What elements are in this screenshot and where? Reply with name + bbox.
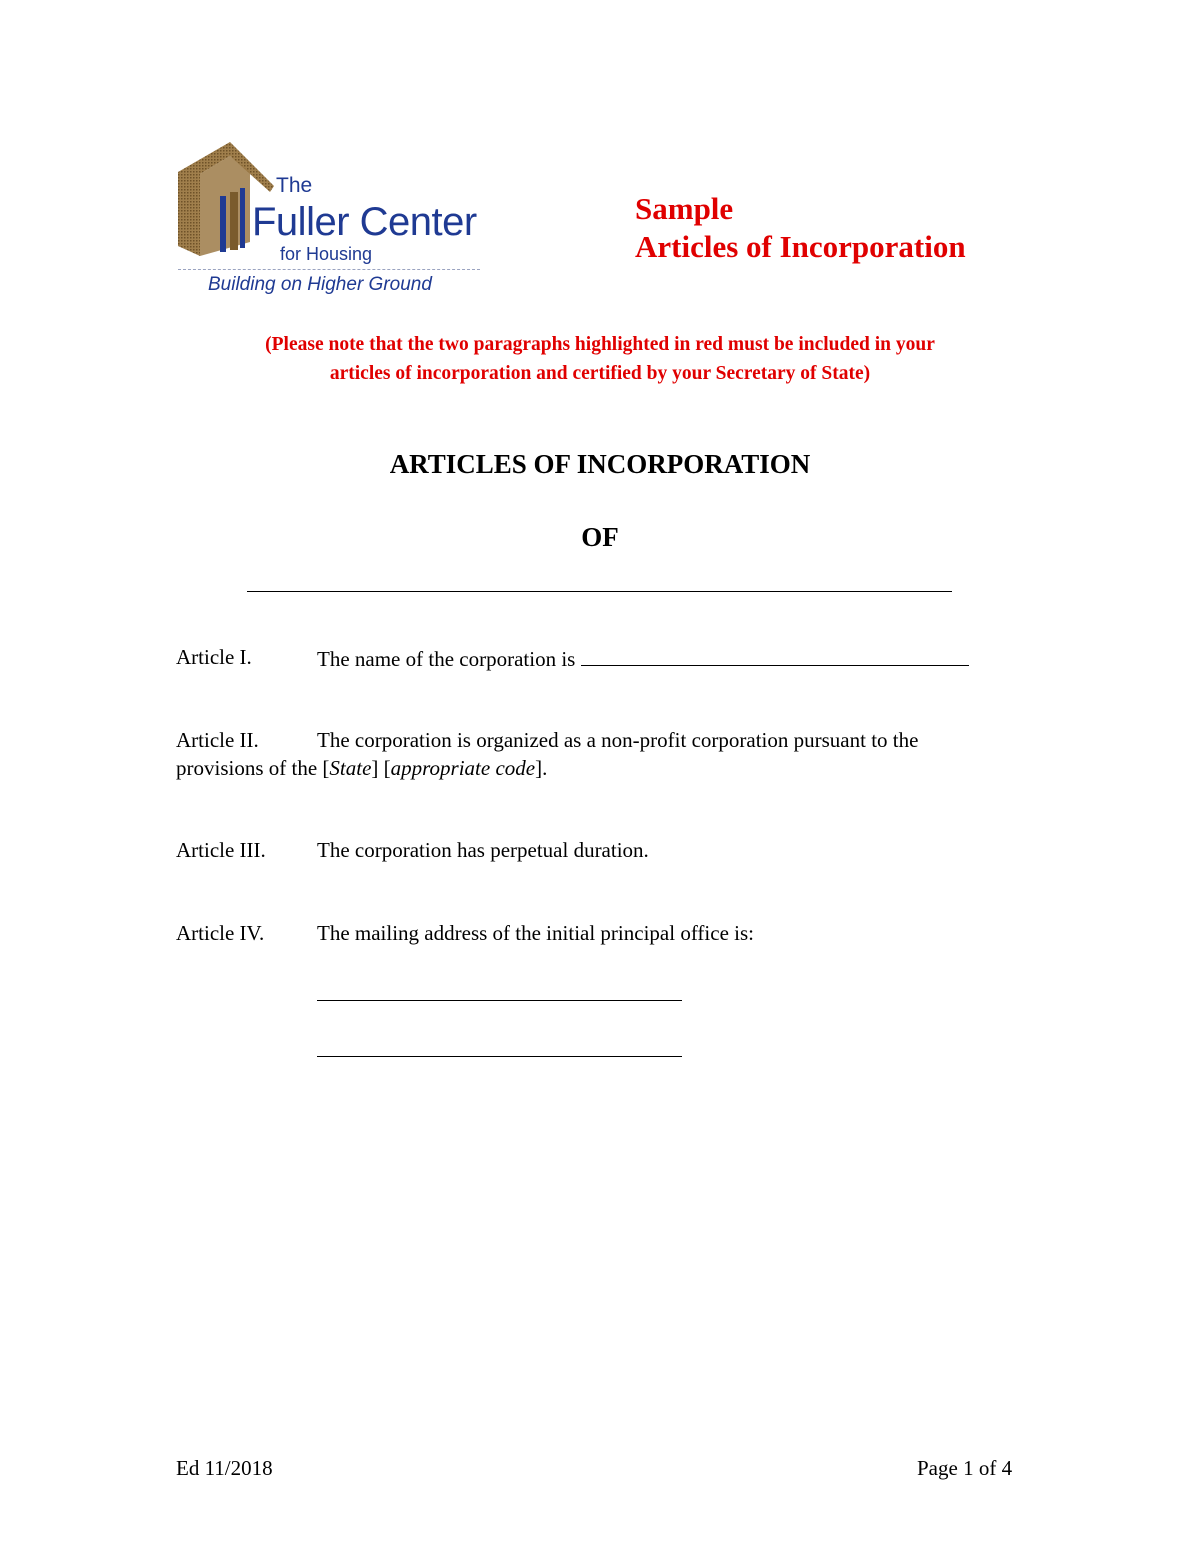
article-2-body-b: ] [	[371, 756, 391, 780]
document-title: ARTICLES OF INCORPORATION	[389, 449, 811, 479]
article-1	[176, 643, 1016, 673]
article-4	[176, 919, 1016, 947]
logo-the: The	[276, 174, 313, 197]
logo-tagline: Building on Higher Ground	[208, 274, 432, 295]
article-2-state: State	[329, 756, 372, 780]
article-2-body-c: ].	[535, 756, 548, 780]
logo-for-housing: for Housing	[280, 244, 373, 264]
footer-edition: Ed 11/2018	[176, 1456, 273, 1480]
article-2-text	[176, 726, 1006, 782]
article-4-text: The mailing address of the initial principal office is:	[317, 921, 754, 945]
article-2-code: appropriate code	[390, 756, 536, 780]
article-1-number: Article I.	[176, 645, 252, 669]
article-3-number: Article III.	[176, 838, 266, 862]
article-4-number: Article IV.	[176, 921, 265, 945]
article-1-blank	[581, 643, 969, 666]
article-2	[176, 726, 1006, 782]
article-2-number: Article II.	[176, 728, 259, 752]
address-line-2	[317, 1056, 682, 1057]
logo-divider	[178, 269, 480, 270]
corporation-name-line	[247, 591, 952, 592]
address-line-1	[317, 1000, 682, 1001]
article-3-text: The corporation has perpetual duration.	[317, 838, 649, 862]
note-line-1: (Please note that the two paragraphs highlighted in red must be included in your	[265, 334, 935, 355]
article-2-body-a: The corporation is organized as a non-profit corporation pursuant to the provisions of the [	[176, 728, 919, 780]
sample-heading	[635, 190, 966, 266]
document-of: OF	[581, 522, 619, 552]
note-line-2: articles of incorporation and certified by your Secretary of State)	[329, 363, 871, 384]
article-1-body: The name of the corporation is	[317, 647, 576, 671]
red-note	[0, 330, 1200, 388]
footer-page-number: Page 1 of 4	[917, 1456, 1013, 1480]
fuller-center-logo	[172, 138, 484, 303]
sample-subtitle: Articles of Incorporation	[635, 229, 966, 264]
logo-fuller-center: Fuller Center	[252, 200, 477, 244]
article-3	[176, 836, 1016, 864]
article-1-text	[176, 643, 1016, 673]
sample-label: Sample	[635, 191, 734, 226]
